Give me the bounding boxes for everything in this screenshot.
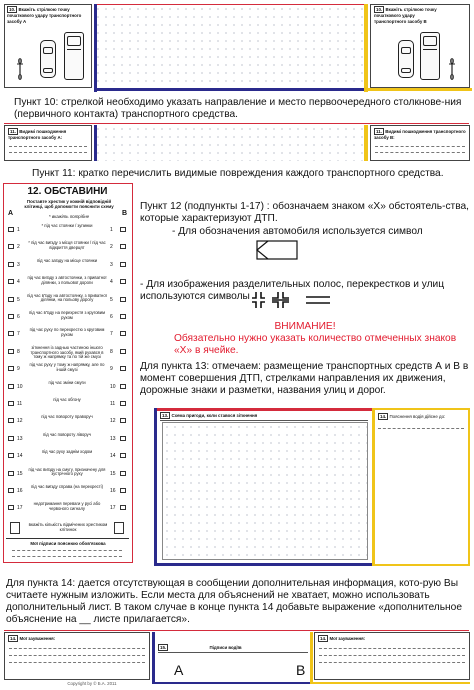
row-number-a: 15: [17, 470, 23, 477]
row-text: під час в'їзду на автостоянку, з приватної ділянки, на польову дорогу: [27, 292, 107, 303]
row-number-a: 8: [17, 348, 20, 355]
row-number-b: 9: [110, 366, 113, 373]
row-text: під час руху у тому ж напрямку, але по іншій смузі: [29, 362, 105, 373]
circumstance-row: [4, 483, 131, 500]
circumstance-row: [4, 500, 131, 517]
circumstance-row: [4, 239, 131, 256]
row-number-a: 5: [17, 296, 20, 303]
count-label: вкажіть кількість відмічених хрестиком клітинок: [28, 522, 108, 533]
row-text: під час повороту праворуч: [41, 414, 93, 420]
row-number-b: 8: [110, 348, 113, 355]
row-number-b: 16: [110, 488, 116, 494]
checkbox-b[interactable]: [120, 262, 126, 267]
checkbox-b[interactable]: [120, 505, 126, 510]
truck-icon: [64, 32, 84, 80]
remarks-b-number: 14.: [320, 636, 327, 641]
checkbox-b[interactable]: [120, 488, 126, 493]
row-number-a: 14: [17, 453, 23, 460]
row-number-b: 15: [110, 470, 116, 477]
checkbox-b[interactable]: [120, 401, 126, 406]
checkbox-b[interactable]: [120, 453, 126, 458]
checkbox-b[interactable]: [120, 366, 126, 371]
bicycle-icon: [16, 58, 24, 80]
checkbox-b[interactable]: [120, 244, 126, 249]
scheme-title: Схема пригоди, коли ставося зіткнення: [171, 413, 258, 418]
signature-field-a[interactable]: [160, 654, 230, 678]
checkbox-a[interactable]: [8, 418, 14, 423]
row-number-a: 11: [17, 401, 23, 407]
row-text: під час виїзду з автостоянки, з приватної ділянки, з польової дороги: [27, 275, 107, 286]
impact-a-number: 10.: [9, 7, 16, 12]
signature-label-b: B: [296, 662, 306, 678]
notes-label: Пояснення водія дійсне до:: [389, 414, 446, 419]
row-number-a: 12: [17, 418, 23, 425]
checkbox-a[interactable]: [8, 401, 14, 406]
road-lanes-icon: [252, 290, 334, 310]
checkbox-a[interactable]: [8, 314, 14, 319]
circumstances-footer-note: Мої підписи пояснюю обов'язкова: [30, 541, 106, 546]
checkbox-b[interactable]: [120, 418, 126, 423]
circumstance-row: [4, 361, 131, 378]
impact-a-label: Вкажіть стрілкою точку початкового удару транспортного засобу А: [7, 7, 82, 24]
remarks-b-label: Мої зауваження:: [329, 636, 366, 641]
row-number-b: 12: [110, 418, 116, 425]
paragraph-12-line3: - Для изображения разделительных полос, перекрестков и улиц используются символы: [140, 279, 445, 303]
row-number-a: 10: [17, 383, 23, 390]
row-text: зіткнення із заднью частиною іншого транспортного засобу, який рухався в тому ж напрямку та по тій же смузі: [30, 344, 104, 360]
checkbox-a[interactable]: [8, 366, 14, 371]
copyright-text: Copyright by © Б.А. 2011: [67, 681, 117, 686]
checkbox-a[interactable]: [8, 227, 14, 232]
circumstances-rows: [4, 222, 131, 518]
scheme-number: 13.: [162, 413, 169, 418]
damage-form: [2, 123, 471, 163]
circumstance-row: [4, 466, 131, 483]
row-number-a: 6: [17, 314, 20, 320]
row-number-a: 3: [17, 261, 20, 268]
checkbox-a[interactable]: [8, 488, 14, 493]
circumstance-row: [4, 431, 131, 448]
checkbox-b[interactable]: [120, 314, 126, 319]
row-text: під час заїзду на місце стоянки: [36, 257, 98, 263]
row-number-a: 2: [17, 244, 20, 251]
checkbox-b[interactable]: [120, 349, 126, 354]
signatures-number: 15.: [160, 645, 167, 650]
signature-label-a: A: [174, 662, 184, 678]
notes-number: 14.: [380, 414, 387, 419]
car-icon: [40, 40, 56, 78]
checkbox-b[interactable]: [120, 471, 126, 476]
circumstance-row: [4, 326, 131, 343]
circumstances-form: [3, 183, 133, 563]
circumstance-row: [4, 413, 131, 430]
row-text: * під час стоянки / зупинки: [41, 223, 93, 228]
damage-b-number: 11.: [376, 129, 383, 134]
damage-box-a: [4, 125, 92, 161]
warning-text: Обязательно нужно указать количество отмеченных знаков «Х» в ячейке.: [174, 333, 457, 357]
row-number-a: 9: [17, 366, 20, 373]
checkbox-a[interactable]: [8, 297, 14, 302]
row-number-b: 11: [110, 401, 116, 407]
paragraph-12-line1: Пункт 12 (подпункты 1-17) : обозначаем знаком «Х» обстоятель-ства, которые характеризуют ДТП.: [140, 201, 470, 225]
remarks-a-number: 14.: [10, 636, 17, 641]
row-text: * під час виїзду з місця стоянки / під час відкриття дверцят: [28, 240, 106, 251]
car-icon: [398, 40, 414, 78]
remarks-form: [2, 630, 471, 688]
row-number-b: 10: [110, 383, 116, 390]
circumstance-row: [4, 257, 131, 274]
circumstance-row: [4, 448, 131, 465]
scheme-grid: [162, 422, 368, 560]
row-text: під час зміни смуги: [48, 379, 86, 385]
row-number-a: 1: [17, 227, 20, 233]
row-text: під час повороту ліворуч: [43, 431, 91, 437]
damage-a-label: Видимі пошкодження транспортного засобу А:: [8, 129, 67, 141]
checkbox-b[interactable]: [120, 436, 126, 441]
circumstance-row: [4, 222, 131, 239]
row-number-a: 16: [17, 488, 23, 494]
scheme-grid-top: [94, 4, 364, 88]
paragraph-12-line2: - Для обозначения автомобиля используется символ: [172, 226, 423, 237]
row-number-a: 17: [17, 505, 23, 512]
impact-form: [2, 2, 471, 92]
checkbox-a[interactable]: [8, 331, 14, 336]
row-number-b: 6: [110, 314, 113, 320]
row-number-b: 7: [110, 331, 113, 338]
column-a-header: A: [8, 210, 14, 217]
checkbox-a[interactable]: [8, 436, 14, 441]
damage-box-b: [370, 125, 470, 161]
row-number-b: 4: [110, 279, 113, 286]
paragraph-14: Для пункта 14: дается отсутствующая в сообщении дополнительная информация, кото-рую Вы считаете нужным изложить. Если места для объяснений не хватает, можно использовать дополнительный лист. В таком случае в конце пункта 14 добавьте выражение «дополнительное объяснение на __ листе прилагается».: [6, 578, 463, 626]
remarks-a-label: Мої зауваження:: [19, 636, 56, 641]
checkbox-b[interactable]: [120, 279, 126, 284]
bicycle-icon: [448, 58, 456, 80]
checkbox-b[interactable]: [120, 227, 126, 232]
checkbox-b[interactable]: [120, 331, 126, 336]
row-text: під час виїзду справа (на перехресті): [31, 484, 103, 489]
circumstances-title: 12. ОБСТАВИНИ: [27, 186, 108, 197]
checkbox-a[interactable]: [8, 453, 14, 458]
warning-title: ВНИМАНИЕ!: [274, 321, 336, 332]
scheme-form: [154, 408, 470, 566]
row-number-b: 5: [110, 296, 113, 303]
checkbox-b[interactable]: [120, 297, 126, 302]
checkbox-b[interactable]: [120, 384, 126, 389]
count-box-a: [10, 522, 20, 534]
circumstances-note: * вкажіть потрібне: [48, 214, 90, 219]
row-number-a: 7: [17, 331, 20, 338]
checkbox-a[interactable]: [8, 349, 14, 354]
circumstance-row: [4, 379, 131, 396]
row-text: під час руху по перехрестю з круговим рухом: [29, 327, 105, 338]
signatures-label: Підписи водіїв: [209, 645, 242, 650]
remarks-box-a: [4, 632, 150, 680]
damage-b-label: Видимі пошкодження транспортного засобу В:: [374, 129, 466, 141]
checkbox-a[interactable]: [8, 505, 14, 510]
circumstance-row: [4, 274, 131, 291]
signature-field-b[interactable]: [234, 654, 304, 678]
paragraph-10: Пункт 10: стрелкой необходимо указать направление и место первоочередного столкнове-ния (первичного контакта) транспортного средства.: [14, 97, 462, 121]
row-text: під час в'їзду на перехрестя з круговим рухом: [29, 310, 105, 320]
circumstance-row: [4, 309, 131, 326]
car-symbol-icon: [256, 240, 298, 260]
row-number-a: 4: [17, 279, 20, 286]
row-text: недотримання переваги у русі або червоного сигналу: [33, 501, 101, 512]
row-number-b: 13: [110, 435, 116, 442]
impact-b-label: Вкажіть стрілкою точку початкового удару транспортного засобу В: [374, 7, 437, 24]
paragraph-11: Пункт 11: кратко перечислить видимые повреждения каждого транспортного средства.: [32, 168, 444, 179]
row-number-b: 1: [110, 227, 113, 233]
row-number-b: 2: [110, 244, 113, 251]
circumstance-row: [4, 292, 131, 309]
row-number-b: 14: [110, 453, 116, 460]
row-number-a: 13: [17, 435, 23, 442]
remarks-box-b: [314, 632, 470, 680]
checkbox-a[interactable]: [8, 279, 14, 284]
circumstances-instruction: Поставте хрестик у кожній відповідній клітинці, щоб допомогти пояснити схему: [24, 199, 114, 210]
checkbox-a[interactable]: [8, 384, 14, 389]
column-b-header: B: [122, 210, 128, 217]
row-text: під час виїзду на смугу, призначену для зустрічного руху: [28, 466, 106, 477]
paragraph-13: Для пункта 13: отмечаем: размещение транспортных средств А и В в момент совершения ДТП, стрелками направления их движения, дорожные знаки и разметки, названия улиц и дорог.: [140, 361, 469, 397]
checkbox-a[interactable]: [8, 244, 14, 249]
circumstance-row: [4, 396, 131, 413]
row-number-b: 3: [110, 261, 113, 268]
impact-b-number: 10.: [376, 7, 383, 12]
circumstance-row: [4, 344, 131, 361]
row-number-b: 17: [110, 505, 116, 512]
damage-a-number: 11.: [10, 129, 17, 134]
checkbox-a[interactable]: [8, 262, 14, 267]
row-text: під час руху заднім ходом: [41, 449, 93, 455]
checkbox-a[interactable]: [8, 471, 14, 476]
row-text: під час обгону: [53, 397, 81, 402]
count-box-b: [114, 522, 124, 534]
truck-icon: [420, 32, 440, 80]
